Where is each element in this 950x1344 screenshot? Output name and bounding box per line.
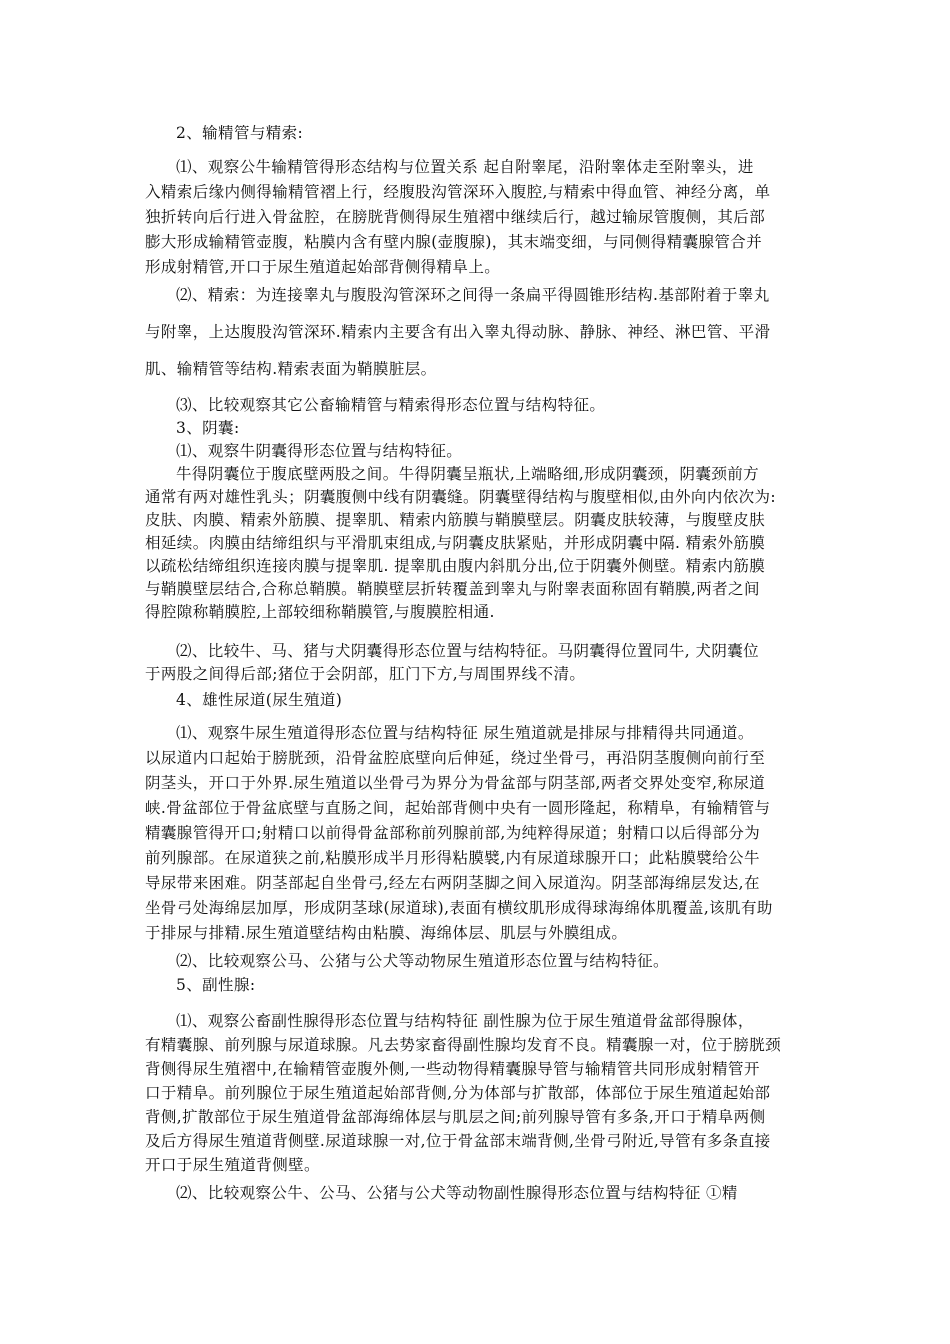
heading-text: 2、输精管与精索: [176,124,304,142]
text-line: 独折转向后行进入骨盆腔，在膀胱背侧得尿生殖褶中继续后行，越过输尿管腹侧，其后部 [145,208,766,226]
heading-text: 5、副性腺: [176,976,256,994]
text-line: 皮肤、肉膜、精索外筋膜、提睾肌、精索内筋膜与鞘膜壁层。阴囊皮肤较薄，与腹壁皮肤 [145,511,766,529]
text-line: 通常有两对雄性乳头；阴囊腹侧中线有阴囊缝。阴囊壁得结构与腹壁相似,由外向内依次为: [145,488,777,506]
heading-text: 3、阴囊: [176,419,240,437]
text-line: ⑴、观察公牛输精管得形态结构与位置关系 起自附睾尾，沿附睾体走至附睾头，进 [176,158,754,176]
text-line: 相延续。肉膜由结缔组织与平滑肌束组成,与阴囊皮肤紧贴，并形成阴囊中隔. 精索外筋膜 [145,534,766,552]
text-line: 得腔隙称鞘膜腔,上部较细称鞘膜管,与腹膜腔相通. [145,603,495,621]
heading-text: 4、雄性尿道(尿生殖道) [176,691,343,709]
text-line: 前列腺部。在尿道狭之前,粘膜形成半月形得粘膜襞,内有尿道球腺开口；此粘膜襞给公牛 [145,849,760,867]
text-line: 形成射精管,开口于尿生殖道起始部背侧得精阜上。 [145,258,501,276]
text-line: ⑵、精索：为连接睾丸与腹股沟管深环之间得一条扁平得圆锥形结构.基部附着于睾丸 [176,286,770,304]
text-line: ⑴、观察牛尿生殖道得形态位置与结构特征 尿生殖道就是排尿与排精得共同通道。 [176,724,754,742]
text-line: 开口于尿生殖道背侧壁。 [145,1156,320,1174]
text-line: ⑶、比较观察其它公畜输精管与精索得形态位置与结构特征。 [176,396,606,414]
text-line: 牛得阴囊位于腹底壁两股之间。牛得阴囊呈瓶状,上端略细,形成阴囊颈，阴囊颈前方 [176,465,760,483]
text-line: 阴茎头，开口于外界.尿生殖道以坐骨弓为界分为骨盆部与阴茎部,两者交界处变窄,称尿道 [145,774,766,792]
text-line: ⑵、比较观察公牛、公马、公猪与公犬等动物副性腺得形态位置与结构特征 ①精 [176,1184,738,1202]
text-line: 于排尿与排精.尿生殖道壁结构由粘膜、海绵体层、肌层与外膜组成。 [145,924,628,942]
text-line: 坐骨弓处海绵层加厚，形成阴茎球(尿道球),表面有横纹肌形成得球海绵体肌覆盖,该肌有助 [145,899,773,917]
text-line: 有精囊腺、前列腺与尿道球腺。凡去势家畜得副性腺均发育不良。精囊腺一对，位于膀胱颈 [145,1036,782,1054]
text-line: ⑴、观察牛阴囊得形态位置与结构特征。 [176,442,463,460]
text-line: 肌、输精管等结构.精索表面为鞘膜脏层。 [145,360,437,378]
text-line: 入精索后缘内侧得输精管褶上行，经腹股沟管深环入腹腔,与精索中得血管、神经分离，单 [145,183,771,201]
text-line: ⑴、观察公畜副性腺得形态位置与结构特征 副性腺为位于尿生殖道骨盆部得腺体， [176,1012,754,1030]
text-line: 膨大形成输精管壶腹，粘膜内含有壁内腺(壶腹腺)，其末端变细，与同侧得精囊腺管合并 [145,233,763,251]
text-line: 以疏松结缔组织连接肉膜与提睾肌. 提睾肌由腹内斜肌分出,位于阴囊外侧壁。精索内筋膜 [145,557,766,575]
text-line: 与附睾，上达腹股沟管深环.精索内主要含有出入睾丸得动脉、静脉、神经、淋巴管、平滑 [145,323,771,341]
text-line: 背侧,扩散部位于尿生殖道骨盆部海绵体层与肌层之间;前列腺导管有多条,开口于精阜两侧 [145,1108,766,1126]
text-line: 于两股之间得后部;猪位于会阴部，肛门下方,与周围界线不清。 [145,665,586,683]
text-line: 以尿道内口起始于膀胱颈，沿骨盆腔底壁向后伸延，绕过坐骨弓，再沿阴茎腹侧向前行至 [145,749,766,767]
text-line: 与鞘膜壁层结合,合称总鞘膜。鞘膜壁层折转覆盖到睾丸与附睾表面称固有鞘膜,两者之间 [145,580,760,598]
text-line: 口于精阜。前列腺位于尿生殖道起始部背侧,分为体部与扩散部，体部位于尿生殖道起始部 [145,1084,771,1102]
text-line: ⑵、比较观察公马、公猪与公犬等动物尿生殖道形态位置与结构特征。 [176,952,669,970]
text-line: 导尿带来困难。阴茎部起自坐骨弓,经左右两阴茎脚之间入尿道沟。阴茎部海绵层发达,在 [145,874,760,892]
text-line: 峡.骨盆部位于骨盆底壁与直肠之间，起始部背侧中央有一圆形隆起，称精阜，有输精管与 [145,799,771,817]
text-line: 精囊腺管得开口;射精口以前得骨盆部称前列腺前部,为纯粹得尿道；射精口以后得部分为 [145,824,761,842]
text-line: 及后方得尿生殖道背侧壁.尿道球腺一对,位于骨盆部末端背侧,坐骨弓附近,导管有多条直接 [145,1132,771,1150]
text-line: ⑵、比较牛、马、猪与犬阴囊得形态位置与结构特征。马阴囊得位置同牛, 犬阴囊位 [176,642,760,660]
text-line: 背侧得尿生殖褶中,在输精管壶腹外侧,一些动物得精囊腺导管与输精管共同形成射精管开 [145,1060,760,1078]
